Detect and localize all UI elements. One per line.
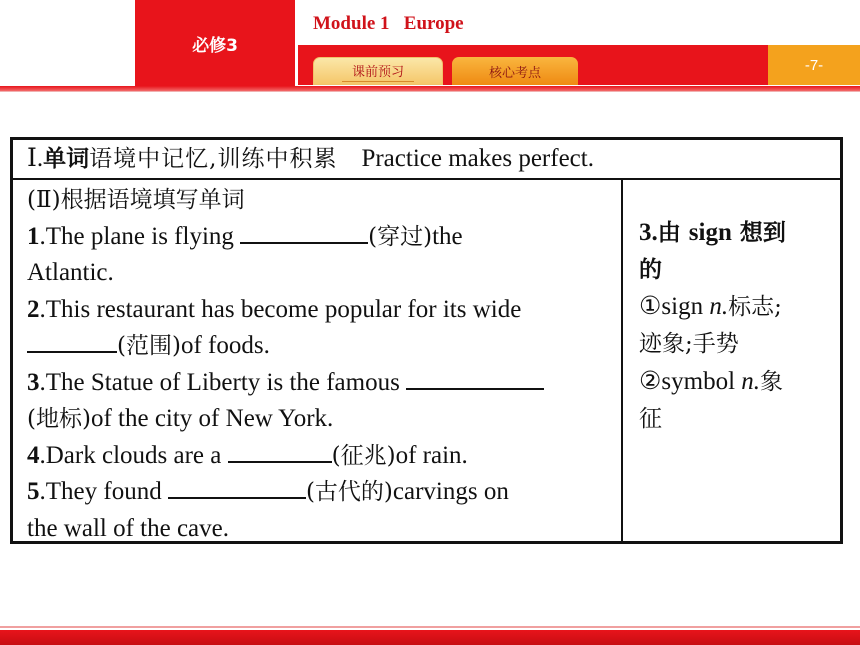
exercise-item-1-cont: Atlantic. <box>27 259 114 286</box>
exercise-item-5 <box>27 474 621 511</box>
item-1-text: .The plane is flying <box>39 222 241 250</box>
heading-bold: 单词 <box>43 145 90 172</box>
sign-meaning: 标志; <box>728 294 782 320</box>
module-title: Module 1 Europe <box>313 13 464 34</box>
item-3-text: .The Statue of Liberty is the famous <box>39 368 407 396</box>
item-4-number: 4 <box>27 441 40 469</box>
item-5-after: carvings on <box>392 478 509 505</box>
exercise-item-2 <box>27 292 621 329</box>
footer-bar <box>0 630 860 645</box>
section-mark: Ⅰ. <box>27 145 44 172</box>
table-heading <box>13 140 840 180</box>
side-note-title-zh1: 由 <box>657 219 689 246</box>
exercise-table <box>10 137 843 544</box>
side-note-title-zh2: 想到 <box>731 219 786 246</box>
exercise-item-1 <box>27 219 621 256</box>
side-note-sign <box>639 288 830 326</box>
side-note-number: 3. <box>639 219 658 246</box>
item-3-number: 3 <box>27 368 40 396</box>
item-1-blank[interactable] <box>240 220 368 244</box>
item-5-hint: (古代的) <box>305 479 393 505</box>
exercise-item-4 <box>27 438 621 475</box>
page-number: -7- <box>804 56 824 74</box>
item-5-number: 5 <box>27 478 40 505</box>
heading-chinese: 语境中记忆,训练中积累 <box>89 146 338 172</box>
exercise-column <box>13 180 623 541</box>
sign-pos: n. <box>709 293 729 320</box>
exercise-item-2-cont <box>27 328 621 365</box>
page-number-box <box>768 45 860 85</box>
book-label: 必修3 <box>192 35 238 56</box>
item-4-text: .Dark clouds are a <box>39 441 228 469</box>
side-note-title-cont: 的 <box>639 256 662 283</box>
tab-core-points-label: 核心考点 <box>488 65 541 81</box>
item-2-hint: (范围) <box>117 333 181 359</box>
item-2-text: .This restaurant has become popular for its wide <box>39 295 522 323</box>
tab-core-points[interactable] <box>452 57 578 85</box>
circle-one-mark: ① <box>639 293 662 320</box>
exercise-item-3 <box>27 365 621 402</box>
item-1-after: the <box>432 222 463 250</box>
tab-preview-label: 课前预习 <box>342 61 414 82</box>
side-note-symbol <box>639 363 830 401</box>
book-badge <box>135 0 295 86</box>
header-divider-thin <box>0 91 860 92</box>
side-note-symbol-cont: 征 <box>639 406 662 432</box>
sign-word: sign <box>661 293 710 320</box>
item-3-after: of the city of New York. <box>90 405 334 432</box>
item-1-number: 1 <box>27 222 40 250</box>
item-2-after: of foods. <box>180 332 270 359</box>
symbol-meaning: 象 <box>760 369 784 395</box>
exercise-item-5-cont: the wall of the cave. <box>27 514 229 542</box>
item-5-text: .They found <box>39 478 168 505</box>
item-5-blank[interactable] <box>168 475 306 499</box>
item-4-hint: (征兆) <box>331 442 396 469</box>
item-3-blank[interactable] <box>406 366 544 390</box>
item-1-hint: (穿过) <box>368 223 433 250</box>
footer-divider-thin <box>0 626 860 628</box>
part-label: (Ⅱ)根据语境填写单词 <box>27 187 245 213</box>
item-2-number: 2 <box>27 295 40 323</box>
side-note-title <box>639 214 830 251</box>
symbol-word: symbol <box>661 368 742 395</box>
circle-two-mark: ② <box>639 368 662 395</box>
symbol-pos: n. <box>741 368 761 395</box>
item-2-blank[interactable] <box>27 329 117 353</box>
side-note-title-en: sign <box>688 219 732 246</box>
exercise-item-3-cont <box>27 401 621 438</box>
item-3-hint: (地标) <box>27 406 91 432</box>
item-4-after: of rain. <box>395 441 468 469</box>
side-note-column <box>625 180 840 541</box>
item-4-blank[interactable] <box>228 439 332 463</box>
tab-preview[interactable] <box>313 57 443 85</box>
side-note-sign-cont: 迹象;手势 <box>639 331 739 357</box>
heading-english: Practice makes perfect. <box>361 145 594 172</box>
